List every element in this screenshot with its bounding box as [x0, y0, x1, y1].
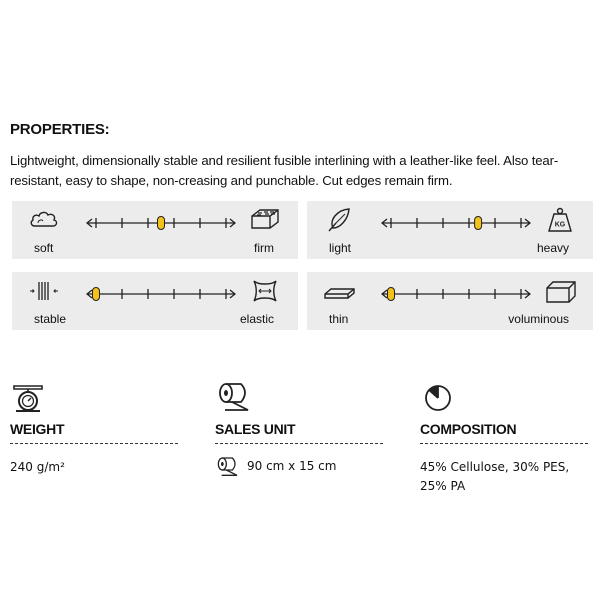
stable-threads-icon [28, 277, 60, 305]
weight-title: WEIGHT [10, 421, 178, 444]
scale-level-marker [388, 288, 395, 301]
scale-card-thin-voluminous [307, 272, 593, 330]
scale-icon [10, 378, 46, 414]
scale-left-label: thin [329, 312, 349, 326]
scale-right-label: voluminous [508, 312, 569, 326]
weight-value: 240 g/m² [10, 460, 65, 474]
properties-description: Lightweight, dimensionally stable and resilient fusible interlining with a leather-like feel. Also tear-resistant, easy to shape, non-creasing and punchable. Cut edges remain firm. [10, 153, 559, 188]
scale-thin-voluminous [381, 286, 531, 302]
composition-line-2: 25% PA [420, 479, 466, 493]
scale-level-marker [93, 288, 100, 301]
scale-right-label: elastic [239, 312, 274, 326]
composition-title: COMPOSITION [420, 421, 588, 444]
weight-section [10, 378, 180, 477]
scale-soft-firm [86, 215, 236, 231]
composition-line-1: 45% Cellulose, 30% PES, [420, 460, 570, 474]
composition-value [420, 458, 590, 496]
sales-unit-section [215, 378, 385, 478]
sales-unit-value: 90 cm x 15 cm [247, 459, 337, 473]
roll-icon [215, 378, 251, 414]
thick-block-icon [544, 277, 576, 305]
roll-icon [215, 454, 239, 478]
scale-right-label: firm [254, 241, 274, 255]
scale-left-label: soft [34, 241, 54, 255]
properties-heading: PROPERTIES: [10, 121, 110, 138]
thin-slab-icon [323, 277, 355, 305]
kg-weight-icon [544, 206, 576, 234]
scale-card-light-heavy [307, 201, 593, 259]
brick-icon [249, 206, 281, 234]
svg-text:KG: KG [554, 221, 566, 229]
scale-left-label: light [329, 241, 352, 255]
scale-card-stable-elastic [12, 272, 298, 330]
scale-stable-elastic [86, 286, 236, 302]
composition-section [420, 378, 590, 496]
scale-card-soft-firm [12, 201, 298, 259]
scale-right-label: heavy [536, 241, 569, 255]
sales-unit-title: SALES UNIT [215, 421, 383, 444]
pie-chart-icon [420, 378, 456, 414]
sales-unit-row [215, 454, 385, 478]
cloud-icon [28, 206, 60, 234]
scale-level-marker [475, 217, 482, 230]
feather-icon [323, 206, 355, 234]
scale-light-heavy [381, 215, 531, 231]
scale-level-marker [158, 217, 165, 230]
stretch-fabric-icon [249, 277, 281, 305]
scale-left-label: stable [34, 312, 67, 326]
